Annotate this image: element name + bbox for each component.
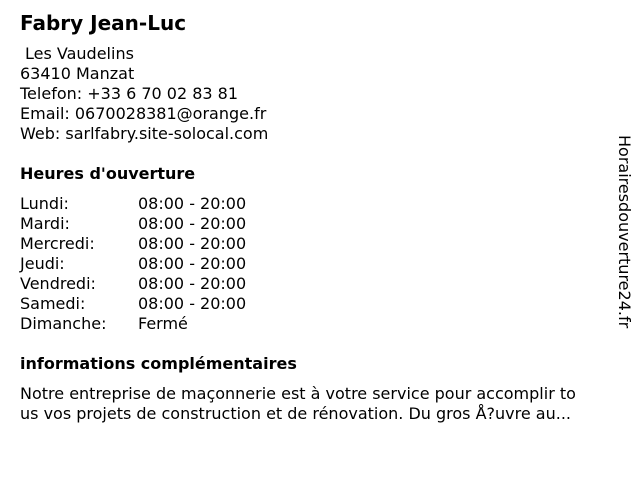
hours-row-sunday	[20, 314, 320, 334]
description-line: Notre entreprise de maçonnerie est à votre service pour accomplir to	[20, 384, 576, 403]
phone-number: Telefon: +33 6 70 02 83 81	[20, 84, 239, 103]
day-label: Vendredi:	[20, 274, 96, 293]
time-value: 08:00 - 20:00	[138, 274, 247, 293]
time-value: 08:00 - 20:00	[138, 194, 247, 213]
email-address: Email: 0670028381@orange.fr	[20, 104, 267, 123]
site-watermark	[613, 135, 635, 345]
day-label: Dimanche:	[20, 314, 107, 333]
hours-row-friday	[20, 274, 320, 294]
contact-block	[20, 44, 268, 144]
day-label: Mercredi:	[20, 234, 95, 253]
business-description	[20, 384, 630, 424]
hours-row-wednesday	[20, 234, 320, 254]
street-address: Les Vaudelins	[25, 44, 134, 63]
business-name: Fabry Jean-Luc	[20, 11, 187, 35]
time-value: 08:00 - 20:00	[138, 294, 247, 313]
watermark-text: Horairesdouverture24.fr	[615, 135, 634, 329]
day-label: Lundi:	[20, 194, 69, 213]
time-value: 08:00 - 20:00	[138, 254, 247, 273]
time-value: Fermé	[138, 314, 188, 333]
day-label: Mardi:	[20, 214, 70, 233]
city-postal: 63410 Manzat	[20, 64, 135, 83]
opening-hours-list	[20, 194, 320, 334]
time-value: 08:00 - 20:00	[138, 234, 247, 253]
description-line: us vos projets de construction et de rénovation. Du gros Å?uvre au...	[20, 404, 571, 423]
time-value: 08:00 - 20:00	[138, 214, 247, 233]
hours-heading: Heures d'ouverture	[20, 164, 196, 183]
info-heading: informations complémentaires	[20, 354, 297, 373]
hours-row-thursday	[20, 254, 320, 274]
hours-row-monday	[20, 194, 320, 214]
hours-row-saturday	[20, 294, 320, 314]
website: Web: sarlfabry.site-solocal.com	[20, 124, 269, 143]
day-label: Samedi:	[20, 294, 86, 313]
hours-row-tuesday	[20, 214, 320, 234]
day-label: Jeudi:	[20, 254, 65, 273]
